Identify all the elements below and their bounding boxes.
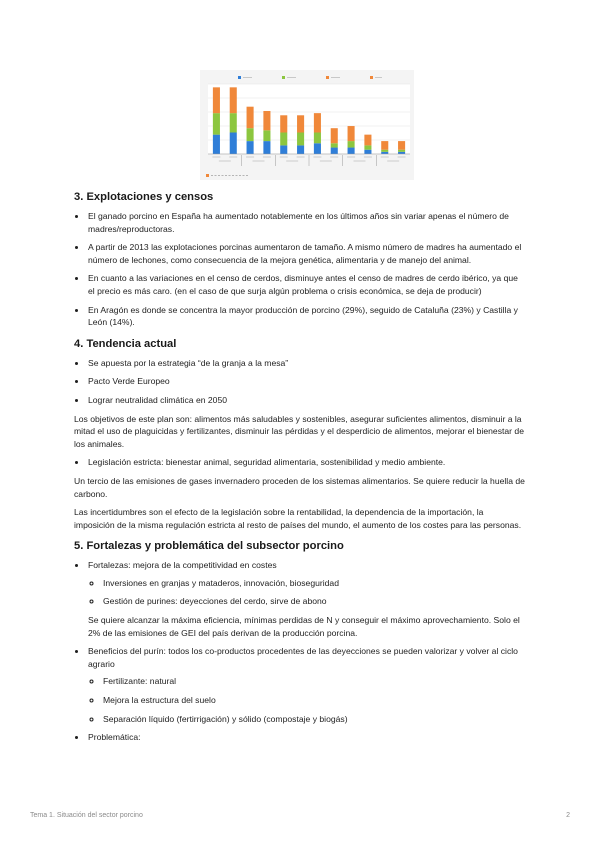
list-item: • El ganado porcino en España ha aumentado notablemente en los últimos años sin variar apenas el número de madres/reproductoras. <box>87 210 526 235</box>
section5-list <box>74 559 526 744</box>
bar-segment <box>398 150 405 152</box>
bar-segment <box>247 128 254 141</box>
list-item: • Legislación estricta: bienestar animal, seguridad alimentaria, sostenibilidad y medio ambiente. <box>87 456 526 469</box>
bar-segment <box>348 141 355 147</box>
list-item: • Pacto Verde Europeo <box>87 375 526 388</box>
section5-title: 5. Fortalezas y problemática del subsector porcino <box>74 540 344 553</box>
bar-segment <box>230 113 237 132</box>
legend-swatch <box>238 76 241 79</box>
bar-segment <box>263 141 270 154</box>
bar-segment <box>263 111 270 130</box>
bar-segment <box>398 152 405 154</box>
bar-segment <box>348 148 355 154</box>
footer-title: Tema 1. Situación del sector porcino <box>30 812 143 819</box>
bar-segment <box>280 115 287 132</box>
beneficios-label: Beneficios del purín: todos los co-productos procedentes de las deyecciones se pueden valorizar y volver al ciclo agrario <box>88 646 518 669</box>
bar-segment <box>247 141 254 154</box>
paragraph: Los objetivos de este plan son: alimentos más saludables y sostenibles, asegurar suficientes alimentos, disminuir a la mitad el uso de plaguicidas y fertilizantes, disminuir las pérdidas y el desperdicio de alimentos, mejorar el bienestar de los animales. <box>74 413 524 449</box>
list-item <box>87 645 526 725</box>
bar-segment <box>331 148 338 154</box>
list-item: • En cuanto a las variaciones en el censo de cerdos, disminuye antes el censo de madres de cerdo ibérico, ya que el precio es más caro. (en el caso de que surja algún problema o crisis económica, se deja de producir) <box>87 272 526 297</box>
list-item: • A partir de 2013 las explotaciones porcinas aumentaron de tamaño. A mismo número de madres ha aumentado el número de lechones, como consecuencia de la mejora genética, alimentaria y de manejo del animal. <box>87 241 526 266</box>
footnote-marker <box>206 174 209 177</box>
legend-swatch <box>370 76 373 79</box>
paragraph: Las incertidumbres son el efecto de la legislación sobre la rentabilidad, la dependencia de la importación, la imposición de la misma regulación estricta al resto de países del mundo, el aumento de los costes para las personas. <box>74 507 522 530</box>
bar-segment <box>280 132 287 145</box>
list-item: ◦ Inversiones en granjas y mataderos, innovación, bioseguridad <box>102 577 526 590</box>
bar-segment <box>297 115 304 132</box>
bar-segment <box>230 87 237 113</box>
bar-segment <box>297 132 304 145</box>
bar-segment <box>398 141 405 150</box>
bar-segment <box>213 135 220 154</box>
bar-segment <box>381 152 388 154</box>
list-item: ◦ Mejora la estructura del suelo <box>102 694 526 707</box>
beneficios-sublist <box>88 675 526 725</box>
bar-segment <box>297 145 304 154</box>
page-footer <box>30 812 570 819</box>
bar-segment <box>247 107 254 129</box>
bar-segment <box>364 135 371 146</box>
bar-segment <box>348 126 355 141</box>
bar-segment <box>213 87 220 113</box>
bar-segment <box>364 145 371 149</box>
bar-segment <box>314 113 321 132</box>
bar-segment <box>381 150 388 152</box>
main-content <box>74 190 526 750</box>
section4-list <box>74 357 526 407</box>
legend-swatch <box>326 76 329 79</box>
bar-segment <box>213 113 220 135</box>
section3-title: 3. Explotaciones y censos <box>74 191 214 203</box>
paragraph: Un tercio de las emisiones de gases invernadero proceden de los sistemas alimentarios. Se quiere reducir la huella de carbono. <box>74 475 525 499</box>
list-item: • Se apuesta por la estrategia “de la granja a la mesa” <box>87 357 526 370</box>
section4-list-2 <box>74 456 526 469</box>
section4-title: 4. Tendencia actual <box>74 337 177 350</box>
list-item: • En Aragón es donde se concentra la mayor producción de porcino (29%), seguido de Cataluña (23%) y Castilla y León (14%). <box>87 304 526 329</box>
fortalezas-note: Se quiere alcanzar la máxima eficiencia, mínimas perdidas de N y conseguir el máximo aprovechamiento. Solo el 2% de las emisiones de GEI del país derivan de la producción porcina. <box>88 615 520 638</box>
list-item: ◦ Separación líquido (fertirrigación) y sólido (compostaje y biogás) <box>102 713 526 726</box>
bar-segment <box>230 132 237 154</box>
bar-segment <box>263 130 270 141</box>
bar-segment <box>314 143 321 154</box>
fortalezas-label: Fortalezas: mejora de la competitividad en costes <box>88 560 277 571</box>
bar-segment <box>331 143 338 147</box>
bar-segment <box>314 132 321 143</box>
list-item: ◦ Fertilizante: natural <box>102 675 526 688</box>
plot-area <box>208 84 410 154</box>
bar-segment <box>280 145 287 154</box>
list-item <box>87 559 526 639</box>
fortalezas-sublist <box>88 577 526 608</box>
bar-segment <box>381 141 388 150</box>
legend-swatch <box>282 76 285 79</box>
chart-svg <box>200 70 414 180</box>
section3-list <box>74 210 526 329</box>
bar-segment <box>331 128 338 143</box>
list-item: • Lograr neutralidad climática en 2050 <box>87 394 526 407</box>
list-item: • Problemática: <box>87 731 526 744</box>
bar-segment <box>364 150 371 154</box>
page-number: 2 <box>566 812 570 819</box>
list-item: ◦ Gestión de purines: deyecciones del cerdo, sirve de abono <box>102 595 526 608</box>
census-chart <box>200 70 414 180</box>
